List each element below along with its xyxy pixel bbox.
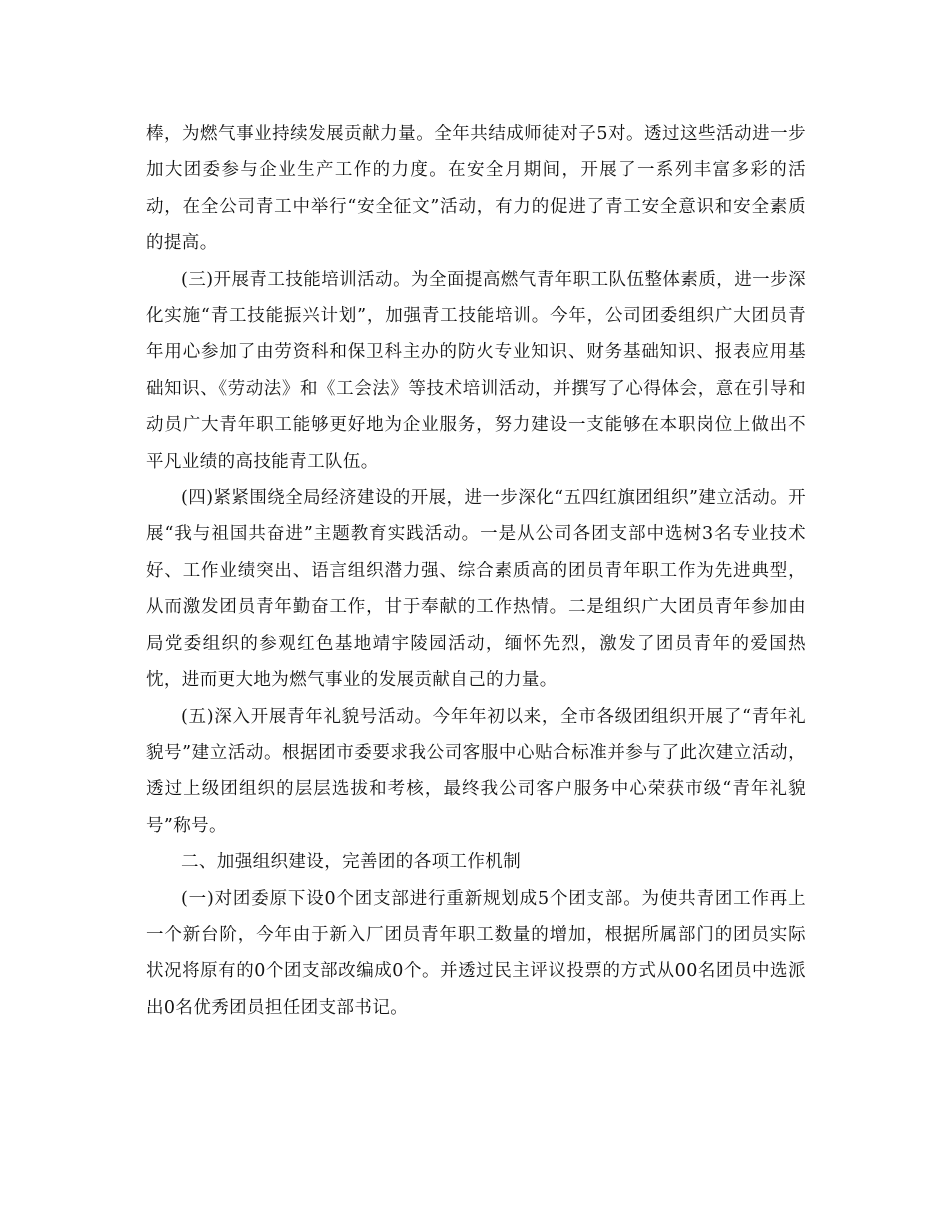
section-heading-organization: 二、加强组织建设，完善团的各项工作机制 [181, 852, 522, 873]
document-body [146, 116, 806, 1026]
paragraph-continuation: 棒，为燃气事业持续发展贡献力量。全年共结成师徒对子5对。透过这些活动进一步加大团委参与企业生产工作的力度。在安全月期间，开展了一系列丰富多彩的活动，在全公司青工中举行“安全征文”活动，有力的促进了青工安全意识和安全素质的提高。 [146, 124, 806, 254]
paragraph-branch-restructure: (一)对团委原下设0个团支部进行重新规划成5个团支部。为使共青团工作再上一个新台阶，今年由于新入厂团员青年职工数量的增加，根据所属部门的团员实际状况将原有的0个团支部改编成0个。并透过民主评议投票的方式从00名团员中选派出0名优秀团员担任团支部书记。 [146, 888, 806, 1018]
paragraph-courtesy-campaign: (五)深入开展青年礼貌号活动。今年年初以来，全市各级团组织开展了“青年礼貌号”建立活动。根据团市委要求我公司客服中心贴合标准并参与了此次建立活动，透过上级团组织的层层选拔和考核，最终我公司客户服务中心荣获市级“青年礼貌号”称号。 [146, 706, 806, 836]
paragraph-skills-training: (三)开展青工技能培训活动。为全面提高燃气青年职工队伍整体素质，进一步深化实施“青工技能振兴计划”，加强青工技能培训。今年，公司团委组织广大团员青年用心参加了由劳资科和保卫科主办的防火专业知识、财务基础知识、报表应用基础知识、《劳动法》和《工会法》等技术培训活动，并撰写了心得体会，意在引导和动员广大青年职工能够更好地为企业服务，努力建设一支能够在本职岗位上做出不平凡业绩的高技能青工队伍。 [146, 269, 806, 472]
paragraph-red-flag-organization: (四)紧紧围绕全局经济建设的开展，进一步深化“五四红旗团组织”建立活动。开展“我与祖国共奋进”主题教育实践活动。一是从公司各团支部中选树3名专业技术好、工作业绩突出、语言组织潜力强、综合素质高的团员青年职工作为先进典型，从而激发团员青年勤奋工作，甘于奉献的工作热情。二是组织广大团员青年参加由局党委组织的参观红色基地靖宇陵园活动，缅怀先烈，激发了团员青年的爱国热忱，进而更大地为燃气事业的发展贡献自己的力量。 [146, 488, 806, 691]
